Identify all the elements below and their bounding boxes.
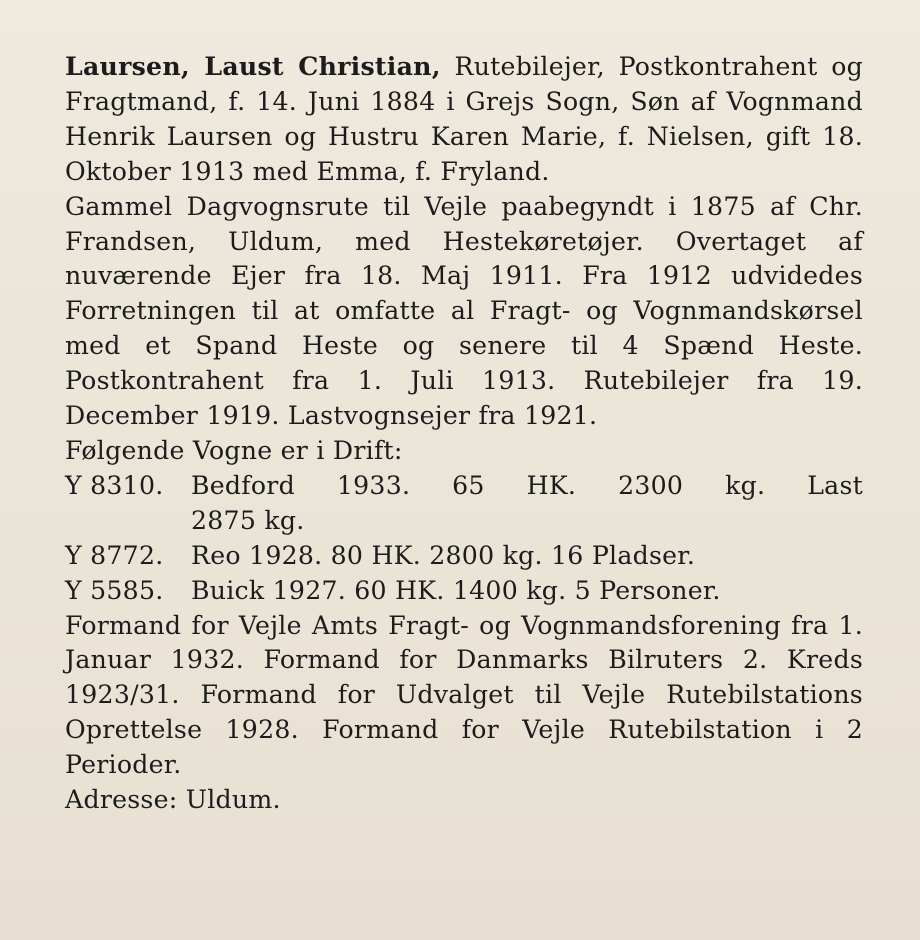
vehicle-description: Buick 1927. 60 HK. 1400 kg. 5 Personer. bbox=[191, 575, 721, 605]
vehicle-plate: Y 8310. bbox=[65, 470, 164, 500]
offices-paragraph: Formand for Vejle Amts Fragt- og Vognmandsforening fra 1. Januar 1932. Formand for Danmarks Bilruters 2. Kreds 1923/31. Formand for Udvalget til Vejle Rutebilstations Oprettelse 1928. Formand for Vejle Rutebilstation i 2 Perioder. bbox=[65, 610, 863, 780]
biography-entry bbox=[65, 49, 863, 818]
vehicle-item bbox=[65, 469, 863, 539]
entry-intro-paragraph bbox=[65, 49, 863, 190]
vehicles-heading: Følgende Vogne er i Drift: bbox=[65, 435, 403, 465]
vehicle-item bbox=[65, 574, 863, 609]
history-paragraph: Gammel Dagvognsrute til Vejle paabegyndt i 1875 af Chr. Frandsen, Uldum, med Hestekøretøjer. Overtaget af nuværende Ejer fra 18. Maj 1911. Fra 1912 udvidedes Forretningen til at omfatte al Fragt- og Vognmandskørsel med et Spand Heste og senere til 4 Spænd Heste. Postkontrahent fra 1. Juli 1913. Rutebilejer fra 19. December 1919. Lastvognsejer fra 1921. bbox=[65, 191, 863, 431]
vehicle-description bbox=[191, 469, 863, 539]
vehicle-plate: Y 8772. bbox=[65, 540, 164, 570]
vehicle-plate: Y 5585. bbox=[65, 575, 164, 605]
vehicle-item bbox=[65, 539, 863, 574]
vehicle-description-line: Bedford 1933. 65 HK. 2300 kg. Last bbox=[191, 470, 863, 500]
vehicle-description-line: 2875 kg. bbox=[191, 505, 305, 535]
vehicle-description: Reo 1928. 80 HK. 2800 kg. 16 Pladser. bbox=[191, 540, 696, 570]
address-line: Adresse: Uldum. bbox=[65, 785, 281, 815]
vehicle-list bbox=[65, 469, 863, 609]
intro-text: Rutebilejer, Postkontrahent og Fragtmand, f. 14. Juni 1884 i Grejs Sogn, Søn af Vognmand Henrik Laursen og Hustru Karen Marie, f. Nielsen, gift 18. Oktober 1913 med Emma, f. Fryland. bbox=[65, 52, 864, 186]
person-name: Laursen, Laust Christian, bbox=[65, 51, 441, 81]
